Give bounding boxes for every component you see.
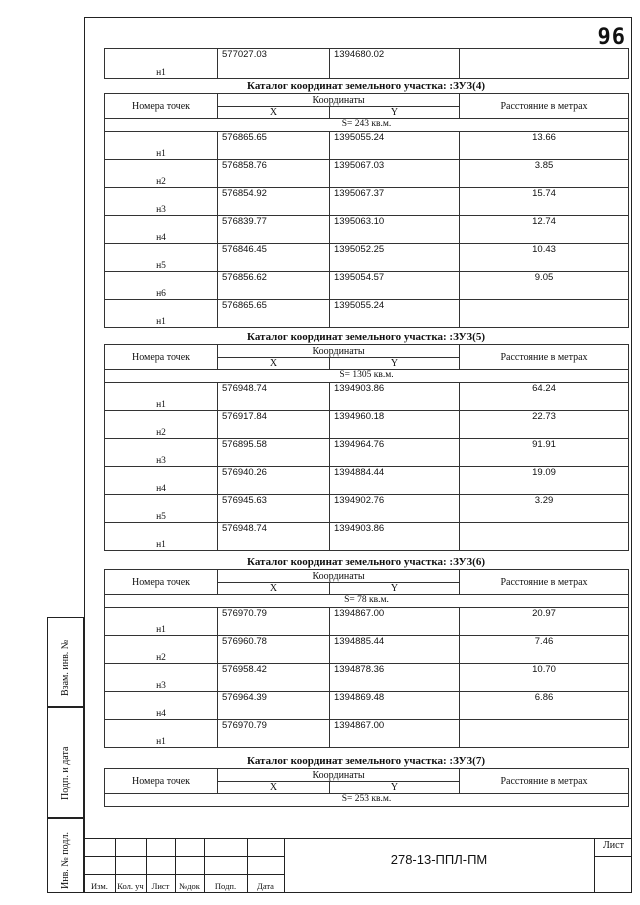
table-row (105, 523, 629, 551)
header-points: Номера точек (105, 345, 218, 370)
point-label: н4 (105, 216, 218, 244)
catalog-title: Каталог координат земельного участка: :ЗУ3(4) (246, 80, 485, 92)
coord-x: 576970.79 (218, 720, 330, 748)
coord-y: 1395055.24 (330, 300, 460, 328)
distance-value: 3.85 (460, 160, 629, 188)
header-x: X (218, 107, 330, 119)
header-coords: Координаты (218, 94, 460, 107)
side-block-podp (47, 707, 84, 818)
catalog-table (104, 344, 629, 551)
coord-y: 1394902.76 (330, 495, 460, 523)
side-label-vzam: Взам. инв. № (60, 639, 71, 696)
side-block-inv (47, 818, 84, 893)
coord-x: 576964.39 (218, 692, 330, 720)
point-label: н3 (105, 188, 218, 216)
point-label: н2 (105, 636, 218, 664)
distance-value (460, 523, 629, 551)
point-label: н1 (105, 49, 218, 79)
stamp-label: Кол. уч (117, 881, 144, 891)
header-points: Номера точек (105, 769, 218, 794)
coord-y: 1394884.44 (330, 467, 460, 495)
side-block-vzam (47, 617, 84, 707)
document-code: 278-13-ППЛ-ПМ (390, 852, 488, 867)
stamp-label: №док (179, 881, 200, 891)
stamp-label: Дата (257, 881, 274, 891)
coord-y: 1394867.00 (330, 608, 460, 636)
point-label: н3 (105, 439, 218, 467)
coord-x: 576839.77 (218, 216, 330, 244)
table-row (105, 383, 629, 411)
distance-value: 12.74 (460, 216, 629, 244)
table-row (105, 467, 629, 495)
coord-x: 576854.92 (218, 188, 330, 216)
catalog-table (104, 569, 629, 748)
coord-y: 1394869.48 (330, 692, 460, 720)
point-label: н5 (105, 244, 218, 272)
header-x: X (218, 358, 330, 370)
header-coords: Координаты (218, 570, 460, 583)
point-label: н1 (105, 300, 218, 328)
coord-x: 576858.76 (218, 160, 330, 188)
point-label: н2 (105, 411, 218, 439)
coord-y: 1394903.86 (330, 383, 460, 411)
catalog-table (104, 768, 629, 807)
coord-x: 576865.65 (218, 132, 330, 160)
header-distance: Расстояние в метрах (460, 345, 629, 370)
distance-value: 20.97 (460, 608, 629, 636)
title-block (84, 838, 632, 893)
point-label: н4 (105, 692, 218, 720)
header-distance: Расстояние в метрах (460, 94, 629, 119)
catalog-title: Каталог координат земельного участка: :ЗУ3(7) (246, 755, 485, 767)
point-label: н6 (105, 272, 218, 300)
side-label-inv: Инв. № подл. (60, 832, 71, 889)
stamp-label: Изм. (91, 881, 108, 891)
stamp-label: Лист (151, 881, 170, 891)
header-distance: Расстояние в метрах (460, 769, 629, 794)
coord-y: 1395063.10 (330, 216, 460, 244)
table-row (105, 216, 629, 244)
table-row (105, 188, 629, 216)
point-label: н1 (105, 383, 218, 411)
distance-value: 22.73 (460, 411, 629, 439)
header-coords: Координаты (218, 345, 460, 358)
header-x: X (218, 583, 330, 595)
top-fragment-table (104, 48, 629, 79)
coord-x: 576948.74 (218, 523, 330, 551)
coord-x: 576948.74 (218, 383, 330, 411)
coord-y: 1394903.86 (330, 523, 460, 551)
point-label: н3 (105, 664, 218, 692)
catalog-title: Каталог координат земельного участка: :ЗУ3(5) (246, 331, 485, 343)
coord-x: 576846.45 (218, 244, 330, 272)
coord-x: 576958.42 (218, 664, 330, 692)
table-row (105, 636, 629, 664)
distance-value: 6.86 (460, 692, 629, 720)
point-label: н4 (105, 467, 218, 495)
point-label: н1 (105, 720, 218, 748)
coord-x: 576960.78 (218, 636, 330, 664)
table-row (105, 244, 629, 272)
coord-y: 1395054.57 (330, 272, 460, 300)
point-label: н1 (105, 132, 218, 160)
coord-x: 576970.79 (218, 608, 330, 636)
table-row (105, 608, 629, 636)
distance-value (460, 300, 629, 328)
page-number: 96 (597, 25, 626, 50)
table-row (105, 160, 629, 188)
distance-value: 9.05 (460, 272, 629, 300)
area-value: S= 1305 кв.м. (105, 370, 629, 383)
coord-y: 1394680.02 (330, 49, 460, 79)
header-coords: Координаты (218, 769, 460, 782)
table-row (105, 300, 629, 328)
header-y: Y (330, 782, 460, 794)
distance-value: 13.66 (460, 132, 629, 160)
coord-y: 1395055.24 (330, 132, 460, 160)
coord-x: 576856.62 (218, 272, 330, 300)
coord-y: 1394964.76 (330, 439, 460, 467)
coord-y: 1394878.36 (330, 664, 460, 692)
coord-x: 576940.26 (218, 467, 330, 495)
distance-value: 19.09 (460, 467, 629, 495)
table-row (105, 720, 629, 748)
stamp-label: Подп. (214, 881, 237, 891)
area-value: S= 78 кв.м. (105, 595, 629, 608)
table-row (105, 439, 629, 467)
side-label-podp: Подп. и дата (60, 746, 71, 800)
table-row (105, 692, 629, 720)
catalog-table (104, 93, 629, 328)
header-y: Y (330, 107, 460, 119)
coord-y: 1394885.44 (330, 636, 460, 664)
distance-value: 10.43 (460, 244, 629, 272)
coord-y: 1395067.03 (330, 160, 460, 188)
table-row (105, 132, 629, 160)
header-y: Y (330, 358, 460, 370)
distance-value: 10.70 (460, 664, 629, 692)
table-row (105, 664, 629, 692)
point-label: н2 (105, 160, 218, 188)
header-y: Y (330, 583, 460, 595)
coord-x: 577027.03 (218, 49, 330, 79)
distance-value: 64.24 (460, 383, 629, 411)
point-label: н1 (105, 523, 218, 551)
header-distance: Расстояние в метрах (460, 570, 629, 595)
header-points: Номера точек (105, 570, 218, 595)
sheet-label: Лист (603, 840, 624, 851)
area-value: S= 243 кв.м. (105, 119, 629, 132)
table-row (105, 495, 629, 523)
header-points: Номера точек (105, 94, 218, 119)
distance-value: 3.29 (460, 495, 629, 523)
coord-y: 1395067.37 (330, 188, 460, 216)
coord-y: 1394867.00 (330, 720, 460, 748)
catalog-title: Каталог координат земельного участка: :ЗУ3(6) (246, 556, 485, 568)
point-label: н5 (105, 495, 218, 523)
table-row (105, 272, 629, 300)
coord-x: 576895.58 (218, 439, 330, 467)
distance-value: 91.91 (460, 439, 629, 467)
table-row (105, 411, 629, 439)
point-label: н1 (105, 608, 218, 636)
coord-y: 1395052.25 (330, 244, 460, 272)
distance-value (460, 720, 629, 748)
distance-value: 15.74 (460, 188, 629, 216)
coord-y: 1394960.18 (330, 411, 460, 439)
distance-value: 7.46 (460, 636, 629, 664)
header-x: X (218, 782, 330, 794)
coord-x: 576945.63 (218, 495, 330, 523)
area-value: S= 253 кв.м. (105, 794, 629, 807)
coord-x: 576865.65 (218, 300, 330, 328)
coord-x: 576917.84 (218, 411, 330, 439)
